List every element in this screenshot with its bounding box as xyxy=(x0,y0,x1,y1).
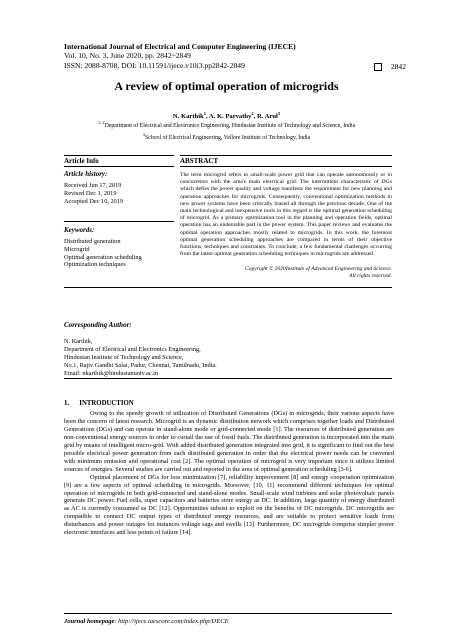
history-item: Revised Dec 1, 2019 xyxy=(64,189,117,197)
divider xyxy=(64,378,392,379)
keyword-list xyxy=(64,238,176,269)
keyword: Optimal generation scheduling xyxy=(64,253,142,261)
corresponding-details xyxy=(64,338,384,378)
page-number-block xyxy=(374,62,406,71)
history-item: Received Jun 17, 2019 xyxy=(64,182,122,189)
abstract-text: The term microgrid refers to small-scale power grid that can operate autonomously or in concurrence with the area's main electrical grid. The intermittent characteristic of DGs which defies the power quality and voltage manifests the requirement for new planning and operation approaches for microgrids. Consequently, conventional optimization methods in new power systems have been critically biased all through the previous decade. One of the main technological and inexpensive tools in this regard is the optimal generation scheduling of microgrid. As a primary optimization tool in the planning and operation fields, optimal operation has an undeniable part in the power system. This paper reviews and evaluates the optimal operation approaches mostly related to microgrids. In this work, the foremost optimal generation scheduling approaches are compared in terms of their objective functions, techniques and constraints. To conclude, a few fundamental challenges occurring from the latest optimal generation scheduling techniques in microgrids are addressed. xyxy=(180,172,392,258)
keyword: Distributed generation xyxy=(64,238,121,245)
affiliation xyxy=(0,131,453,143)
corresponding-line: Email: nkarthik@hindustanuniv.ac.in xyxy=(64,370,159,377)
homepage-url[interactable]: : http://ijece.iaescore.com/index.php/IJECE xyxy=(114,618,229,625)
author-name: A. K. Parvathy xyxy=(208,113,252,121)
history-item: Accepted Dec 10, 2019 xyxy=(64,197,124,205)
corresponding-heading: Corresponding Author: xyxy=(64,321,132,329)
introduction-heading: 1. INTRODUCTION xyxy=(64,400,134,407)
footer-divider xyxy=(64,613,392,614)
journal-header xyxy=(64,42,394,70)
paragraph: Owing to the speedy growth of utilization of Distributed Generations (DGs) in microgrids, their various aspects have been the concern of latest research. Microgrid is an dynamic distribution network which comprises together loads and Distributed Generations (DGs) and can operate in stand-alone mode or grid-connected mode [1]. The resources of distributed generation are non-conventional energy sources in order to curtail the use of fossil fuels. The distributed generation is incorporated into the main grid by means of intelligent micro-grid. With added distributed generation integrated into grid, it is significant to find out the best possible electrical power generation from each distributed generation in order that the electrical power needs can be convened with minimum emission and operational cost [2]. The optimal operation of microgrid is very important since it utilizes limited sources of energies. Several studies are carried out and reported in the area of optimal generation scheduling [3-6]. xyxy=(64,410,394,473)
corresponding-line: Hindustan Institute of Technology and Science, xyxy=(64,354,184,361)
author-sup: 3 xyxy=(277,111,281,116)
page-number: 2842 xyxy=(390,62,406,71)
copyright-line: Copyright © 2020Institute of Advanced Engineering and Science. xyxy=(244,266,392,272)
corresponding-line: Department of Electrical and Electronics Engineering, xyxy=(64,346,201,353)
paragraph: Optimal placement of DGs for loss minimization [7], reliability improvement [8] and energy cooperation optimization [9] are a few aspects of optimal scheduling in microgrids. Moreover, [10, 11] recommend different techniques for optimal operation of microgrids in both grid-connected and stand-alone modes. Small-scale wind turbines and solar photovoltaic panels generate DC power. Fuel cells, super capacitors and batteries store energy as DC. In addition, large quantity of energy distributed as AC is currently consumed as DC [12]. Opportunities subsist to exploit on the benefits of DC microgrids. DC microgrids are compatible to connect DC output types of distributed energy resources, and are suitable to protect sensitive loads from disturbances and power outages for instances voltage sags and swells [13]. Furthermore, DC microgrids comprise simpler power electronic interfaces and less points of failure [14]. xyxy=(64,473,394,537)
history-heading: Article history: xyxy=(64,170,108,178)
issn-line: ISSN: 2088-8708, DOI: 10.11591/ijece.v10i3.pp2842-2849 xyxy=(64,60,245,70)
divider xyxy=(64,155,174,156)
keywords-heading: Keywords: xyxy=(64,226,95,234)
journal-homepage xyxy=(64,618,229,625)
affiliation-text: Department of Electrical and Electronics Engineering, Hindustan Institute of Technology and Science, India xyxy=(104,122,356,129)
author-name: N. Karthik xyxy=(172,113,204,121)
divider xyxy=(180,155,392,156)
article-info-heading: Article Info xyxy=(64,157,99,165)
history-list xyxy=(64,182,174,205)
affiliations xyxy=(0,119,453,142)
copyright xyxy=(180,266,392,280)
affiliation-sup: 1, 2 xyxy=(97,120,105,125)
affiliation-sup: 3 xyxy=(142,131,146,137)
divider xyxy=(180,166,392,167)
article-history xyxy=(64,170,174,205)
corresponding-line: No.1, Rajiv Gandhi Salai, Padur, Chennai, Tamilnadu, India. xyxy=(64,362,217,369)
volume-line: Vol. 10, No. 3, June 2020, pp. 2842~2849 xyxy=(64,51,191,61)
introduction-body xyxy=(64,410,394,537)
keywords-block xyxy=(64,226,176,269)
author-name: R. Arul xyxy=(256,113,278,121)
author-list: N. Karthik$^1$, A. K. Parvathy$^2$, R. Arul$^3$ xyxy=(172,111,281,121)
corresponding-line: N. Karthik, xyxy=(64,338,93,345)
affiliation xyxy=(0,119,453,131)
homepage-label: Journal homepage xyxy=(64,618,115,625)
copyright-line: All rights reserved. xyxy=(349,273,392,279)
square-icon xyxy=(374,63,382,71)
keyword: Optimization techniques xyxy=(64,261,126,269)
abstract-heading: ABSTRACT xyxy=(180,157,219,165)
divider xyxy=(64,221,174,222)
divider xyxy=(64,287,392,288)
journal-name: International Journal of Electrical and Computer Engineering (IJECE) xyxy=(64,42,296,51)
divider xyxy=(64,166,174,167)
paper-title: A review of optimal operation of microgrids xyxy=(114,79,339,93)
author-sup: 1 xyxy=(203,111,206,116)
keyword: Microgrid xyxy=(64,245,90,253)
author-sup: 2 xyxy=(251,111,254,116)
affiliation-text: School of Electrical Engineering, Vellore Institute of Technology, India xyxy=(145,134,311,141)
